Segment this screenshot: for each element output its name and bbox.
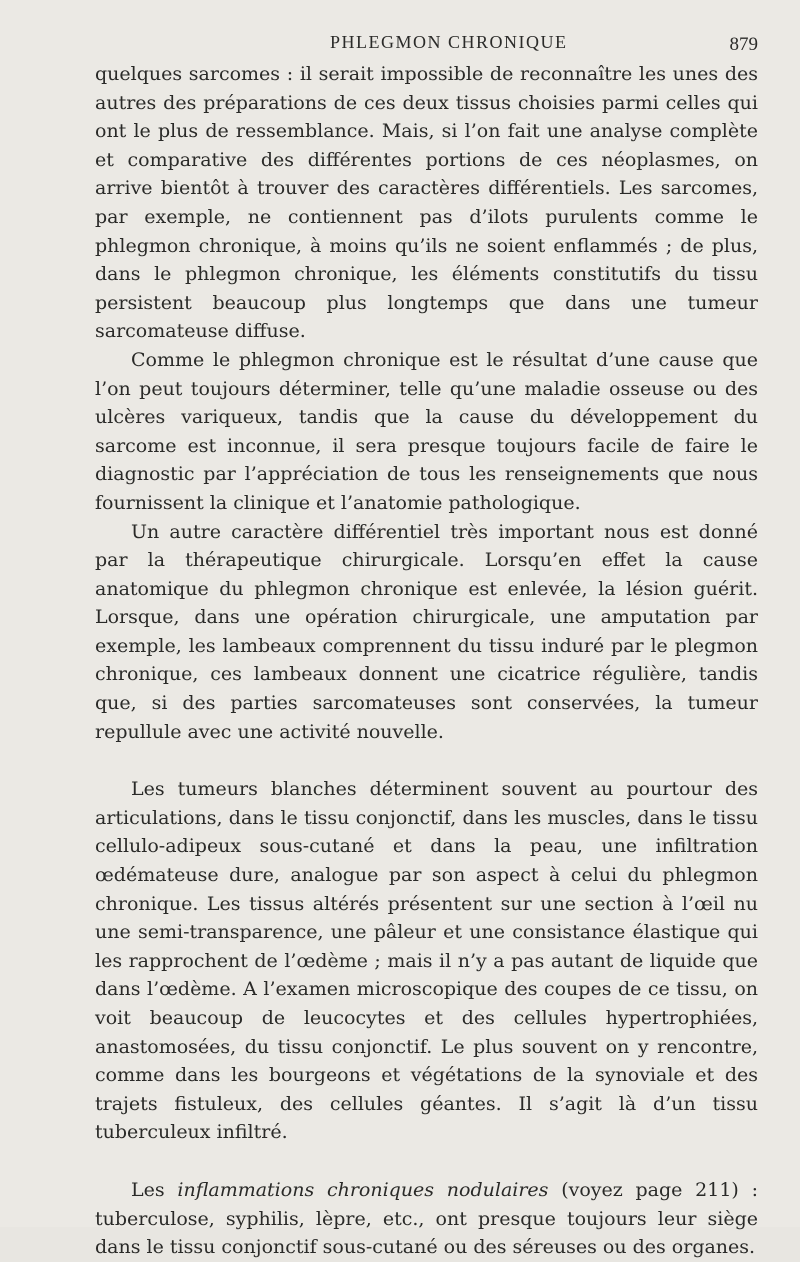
body-text: [95, 60, 758, 1262]
paragraph-continuation: quelques sarcomes : il serait impossible de reconnaître les unes des autres des préparations de ces deux tissus choisies parmi celles qui ont le plus de ressemblance. Mais, si l’on fait une analyse complète et comparative des différentes portions de ces néoplasmes, on arrive bientôt à trouver des caractères différentiels. Les sarcomes, par exemple, ne contiennent pas d’ilots purulents comme le phlegmon chronique, à moins qu’ils ne soient enflammés ; de plus, dans le phlegmon chronique, les éléments constitutifs du tissu persistent beaucoup plus longtemps que dans une tumeur sarcomateuse diffuse.: [95, 63, 758, 343]
paragraph-rest: (voyez page 211) : tuberculose, syphilis, lèpre, etc., ont presque toujours leur siège dans le tissu conjonctif sous-cutané ou des séreuses ou des organes.: [95, 1178, 758, 1259]
page-number: 879: [729, 34, 758, 55]
paragraph-therapeutique: Un autre caractère différentiel très important nous est donné par la thérapeutique chirurgicale. Lorsqu’en effet la cause anatomique du phlegmon chronique est enlevée, la lésion guérit. Lorsque, dans une opération chirurgicale, une amputation par exemple, les lambeaux comprennent du tissu induré par le plegmon chronique, ces lambeaux donnent une cicatrice régulière, tandis que, si des parties sarcomateuses sont conservées, la tumeur repullule avec une activité nouvelle.: [95, 520, 758, 743]
paragraph-inflammations-nodulaires: [95, 1176, 758, 1262]
page-header: [0, 28, 800, 58]
paragraph-tumeurs-blanches: Les tumeurs blanches déterminent souvent au pourtour des articulations, dans le tissu conjonctif, dans les muscles, dans le tissu cellulo-adipeux sous-cutané et dans la peau, une infiltration œdémateuse dure, analogue par son aspect à celui du phlegmon chronique. Les tissus altérés présentent sur une section à l’œil nu une semi-transparence, une pâleur et une consistance élastique qui les rapprochent de l’œdème ; mais il n’y a pas autant de liquide que dans l’œdème. A l’examen microscopique des coupes de ce tissu, on voit beaucoup de leucocytes et des cellules hypertrophiées, anastomosées, du tissu conjonctif. Le plus souvent on y rencontre, comme dans les bourgeons et végétations de la synoviale et des trajets fistuleux, des cellules géantes. Il s’agit là d’un tissu tuberculeux infiltré.: [95, 778, 758, 1144]
paragraph-cause: Comme le phlegmon chronique est le résultat d’une cause que l’on peut toujours déterminer, telle qu’une maladie osseuse ou des ulcères variqueux, tandis que la cause du développement du sarcome est inconnue, il sera presque toujours facile de faire le diagnostic par l’appréciation de tous les renseignements que nous fournissent la clinique et l’anatomie pathologique.: [95, 348, 758, 514]
paragraph-lead: Les: [131, 1178, 178, 1201]
italic-term: inflammations chroniques nodulaires: [177, 1178, 549, 1201]
running-head: PHLEGMON CHRONIQUE: [330, 32, 568, 52]
